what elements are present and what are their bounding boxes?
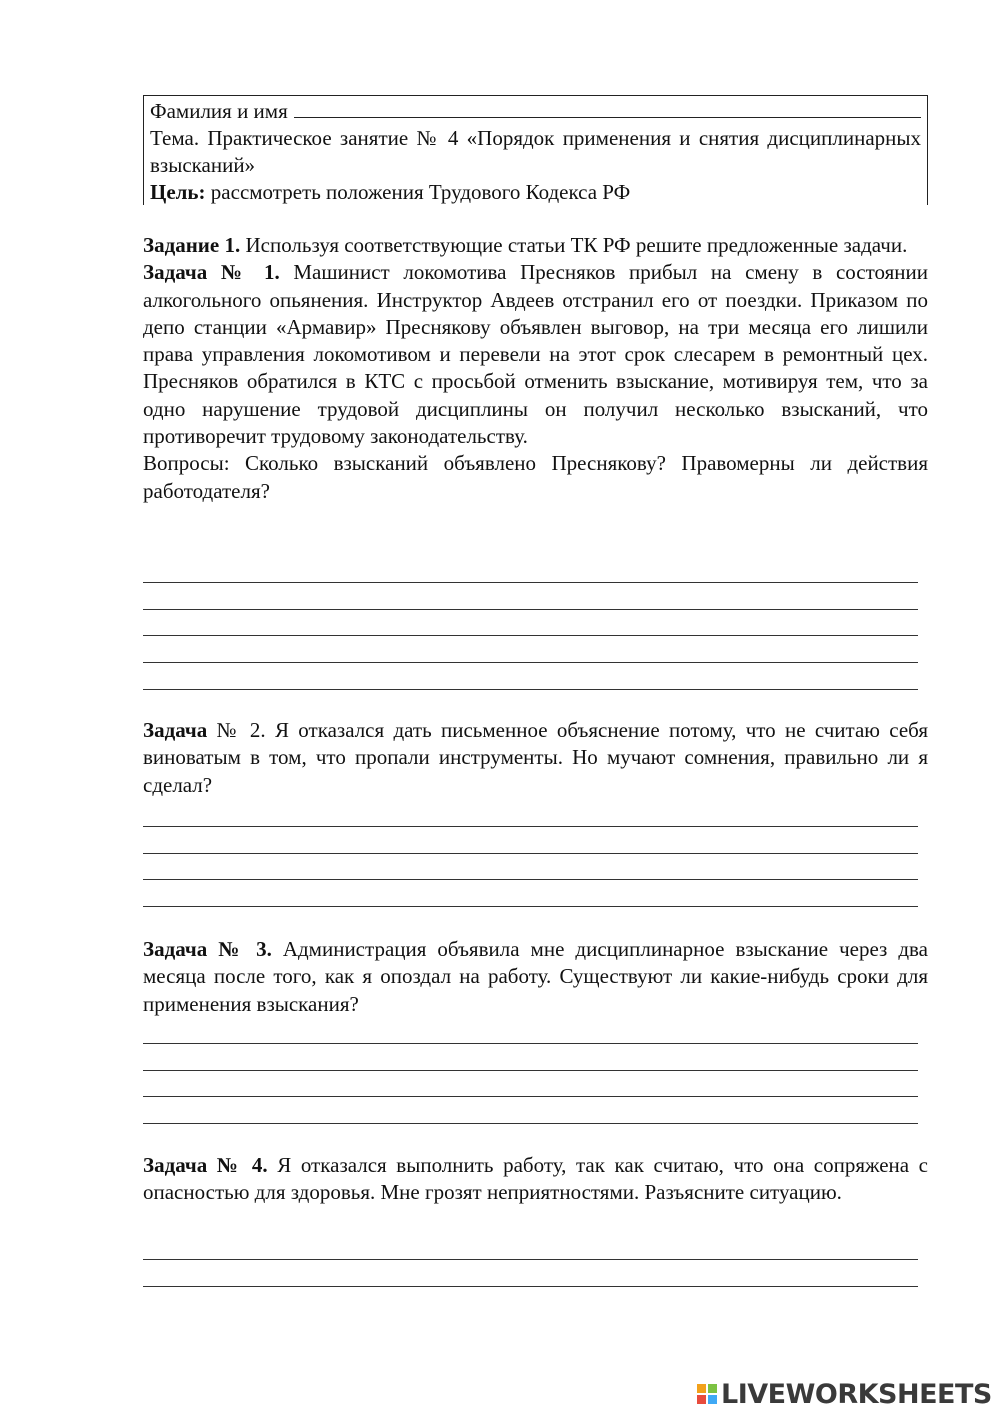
task-2-answer-lines [143, 800, 918, 907]
liveworksheets-logo [697, 1377, 992, 1411]
task-1-answer-lines [143, 556, 918, 690]
task-2-text: № 2. Я отказался дать письменное объяснение потому, что не считаю себя виноватым в том, что пропали инструменты. Но мучают сомнения, правильно ли я сделал? [143, 718, 928, 797]
assignment-label: Задание 1. [143, 233, 241, 257]
logo-square [697, 1395, 706, 1404]
task-1-block [143, 232, 928, 505]
answer-line[interactable] [143, 1017, 918, 1044]
task-1-paragraph [143, 259, 928, 450]
answer-line[interactable] [143, 1071, 918, 1098]
task-4-block [143, 1152, 928, 1207]
answer-line[interactable] [143, 610, 918, 637]
goal-label: Цель: [150, 180, 206, 204]
task-4-answer-lines [143, 1233, 918, 1287]
answer-line[interactable] [143, 583, 918, 610]
task-3-answer-lines [143, 1017, 918, 1124]
topic-text: Тема. Практическое занятие № 4 «Порядок применения и снятия дисциплинарных взысканий» [150, 126, 921, 177]
answer-line[interactable] [143, 854, 918, 881]
logo-square [708, 1395, 717, 1404]
task-3-block [143, 936, 928, 1018]
task-4-label: Задача № 4. [143, 1153, 268, 1177]
answer-line[interactable] [143, 800, 918, 827]
answer-line[interactable] [143, 636, 918, 663]
answer-line[interactable] [143, 1097, 918, 1124]
name-row [150, 98, 921, 125]
goal-row [150, 179, 921, 206]
logo-square [697, 1384, 706, 1393]
answer-line[interactable] [143, 1044, 918, 1071]
logo-mark-icon [697, 1384, 717, 1404]
task-4-paragraph [143, 1152, 928, 1207]
task-2-paragraph [143, 717, 928, 799]
task-4-text: Я отказался выполнить работу, так как считаю, что она сопряжена с опасностью для здоровья. Мне грозят неприятностями. Разъясните ситуацию. [143, 1153, 929, 1205]
answer-line[interactable] [143, 880, 918, 907]
goal-text: рассмотреть положения Трудового Кодекса РФ [205, 180, 631, 204]
name-label: Фамилия и имя [150, 99, 288, 123]
task-3-label: Задача № 3. [143, 937, 272, 961]
name-input-line[interactable] [294, 98, 921, 118]
header-box [143, 95, 928, 205]
answer-line[interactable] [143, 1233, 918, 1260]
task-1-label: Задача № 1. [143, 260, 280, 285]
answer-line[interactable] [143, 1260, 918, 1287]
logo-square [708, 1384, 717, 1393]
task-1-text: Машинист локомотива Пресняков прибыл на смену в состоянии алкогольного опьянения. Инструктор Авдеев отстранил его от поездки. Приказом по депо станции «Армавир» Преснякову объявлен выговор, на три месяца его лишили права управления локомотивом и перевели на этот срок слесарем в ремонтный цех. Пресняков обратился в КТС с просьбой отменить взыскание, мотивируя тем, что за одно нарушение трудовой дисциплины он получил несколько взысканий, что противоречит трудовому законодательству. [143, 260, 928, 449]
task-3-paragraph [143, 936, 928, 1018]
task-2-block [143, 717, 928, 799]
task-2-label: Задача [143, 718, 208, 742]
task-3-text: Администрация объявила мне дисциплинарное взыскание через два месяца после того, как я опоздал на работу. Существуют ли какие-нибудь сроки для применения взыскания? [143, 937, 929, 1016]
assignment-paragraph [143, 232, 928, 259]
answer-line[interactable] [143, 827, 918, 854]
assignment-text: Используя соответствующие статьи ТК РФ решите предложенные задачи. [240, 233, 908, 257]
answer-line[interactable] [143, 556, 918, 583]
logo-text: LIVEWORKSHEETS [721, 1378, 992, 1410]
task-1-questions: Вопросы: Сколько взысканий объявлено Преснякову? Правомерны ли действия работодателя? [143, 451, 928, 503]
answer-line[interactable] [143, 663, 918, 690]
